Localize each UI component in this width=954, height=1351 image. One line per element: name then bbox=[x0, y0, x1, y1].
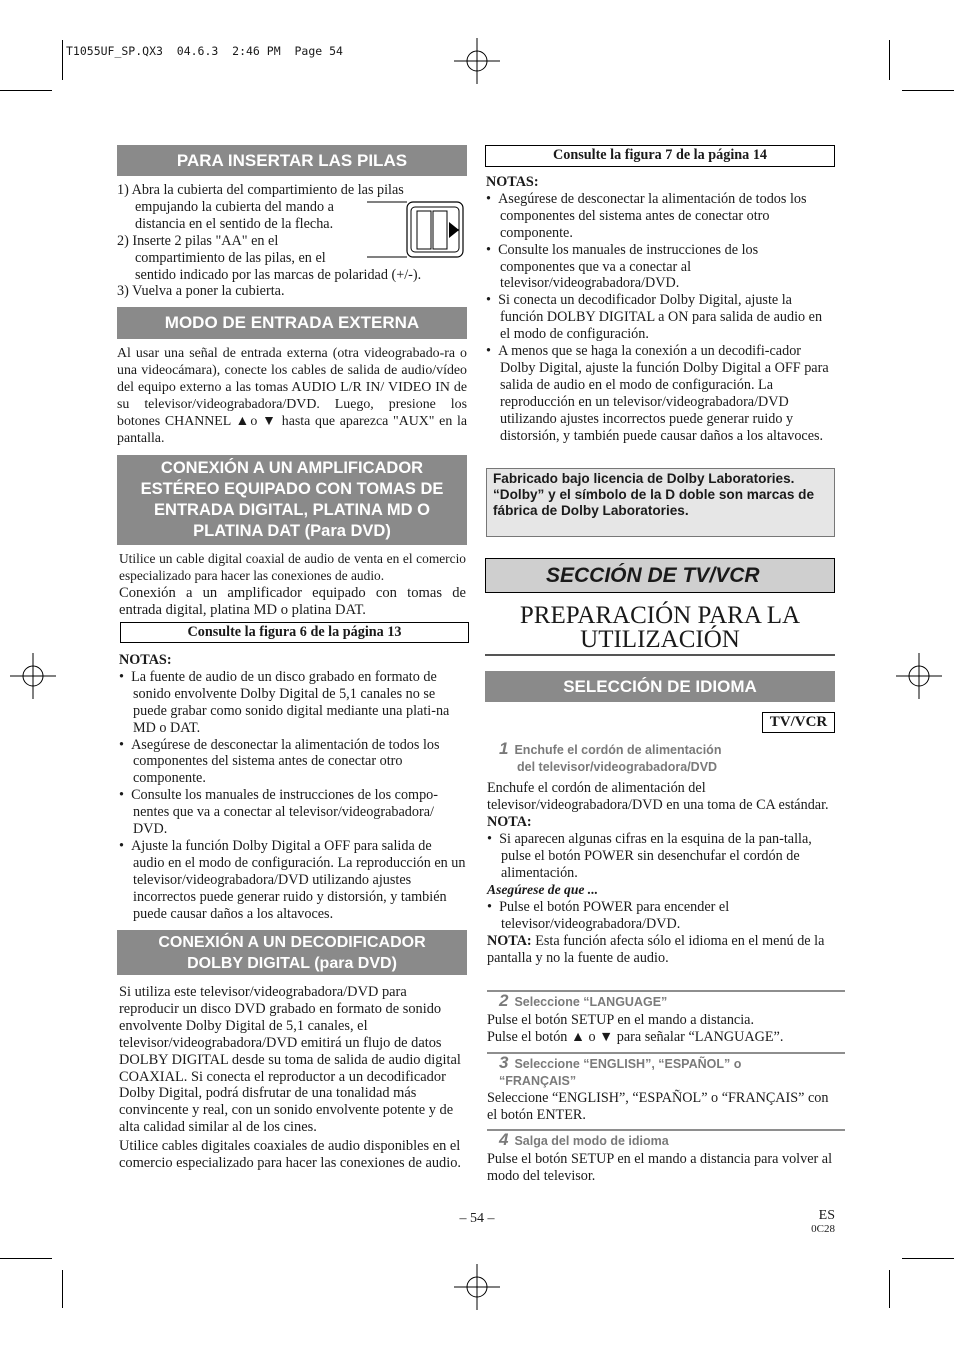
reference-figure-7: Consulte la figura 7 de la página 14 bbox=[485, 145, 835, 167]
page-title-line1: PREPARACIÓN PARA LA bbox=[519, 602, 801, 629]
section-title-tv-vcr: SECCIÓN DE TV/VCR bbox=[485, 558, 835, 593]
amplificador-notes bbox=[119, 652, 466, 923]
nota-label: NOTA: bbox=[487, 933, 532, 950]
step-1-title bbox=[487, 740, 835, 776]
step-number: 2 bbox=[499, 991, 509, 1010]
pilas-step-1-line2: empujando la cubierta del mando a bbox=[135, 198, 334, 215]
step-number: 1 bbox=[499, 739, 509, 758]
note-item: • Ajuste la función Dolby Digital a OFF para salida de audio en el modo de configuración. La reproducción en un televisor/videograbadora/DVD utilizando ajustes incorrectos puede generar ruido y distorsión, y también puede causar daños a los altavoces. bbox=[119, 837, 466, 922]
note-text: Asegúrese de desconectar la alimentación de todos los componentes del sistema antes de conectar otro componente. bbox=[131, 736, 440, 787]
note-item: • Consulte los manuales de instrucciones de los compo-nentes que va a conectar al televisor/videograbadora/ DVD. bbox=[119, 787, 439, 838]
section-header-decodificador bbox=[117, 930, 467, 975]
page-title-line2: UTILIZACIÓN bbox=[580, 626, 740, 653]
note-item: • Si aparecen algunas cifras en la esquina de la pan-talla, pulse el botón POWER sin desenchufar el cordón de alimentación. bbox=[487, 830, 812, 881]
note-text: Si conecta un decodificador Dolby Digital, ajuste la función DOLBY DIGITAL a ON para salida de audio en el modo de configuración. bbox=[498, 292, 823, 343]
pilas-step-2-line2: compartimiento de las pilas, en el bbox=[135, 249, 326, 266]
right-notes bbox=[486, 174, 833, 445]
section-header-pilas: PARA INSERTAR LAS PILAS bbox=[117, 145, 467, 176]
ensure-text: Pulse el botón POWER para encender el televisor/videograbadora/DVD. bbox=[499, 899, 730, 933]
decodificador-title-line2: DOLBY DIGITAL (para DVD) bbox=[187, 955, 397, 972]
note-text: A menos que se haga la conexión a un decodifi-cador Dolby Digital, ajuste la función Dolby Digital a OFF para salida de audio en el modo de configuración. La reproducción en un televisor/videograbadora/DVD utilizando ajustes incorrectos puede generar ruido y distorsión, y también puede causar daños a los altavoces. bbox=[498, 343, 829, 444]
step-title-line2: “FRANÇAIS” bbox=[499, 1074, 577, 1088]
note-text: Ajuste la función Dolby Digital a OFF para salida de audio en el modo de configuración. La reproducción en un televisor/videograbadora/DVD utilizando ajustes incorrectos puede generar ruido y distorsión, y también puede causar daños a los altavoces. bbox=[131, 837, 466, 922]
crop-mark bbox=[0, 1258, 52, 1259]
step-title: Salga del modo de idioma bbox=[514, 1134, 669, 1148]
registration-mark-icon bbox=[454, 38, 500, 84]
externa-body: Al usar una señal de entrada externa (otra videograbado-ra o una videocámara), conecte los cables de salida de audio/vídeo del equipo externo a las tomas AUDIO L/R IN/ VIDEO IN de su televisor/videograbadora/DVD. Luego, presione los botones CHANNEL ▲o ▼ hasta que aparezca "AUX" en la pantalla. bbox=[117, 346, 467, 446]
step-title: Seleccione “LANGUAGE” bbox=[514, 995, 668, 1009]
decodificador-body-2: Utilice cables digitales coaxiales de audio disponibles en el comercio especializado para hacer las conexiones de audio. bbox=[119, 1138, 462, 1172]
print-slug: T1055UF_SP.QX3 04.6.3 2:46 PM Page 54 bbox=[66, 44, 343, 58]
section-header-externa: MODO DE ENTRADA EXTERNA bbox=[117, 307, 467, 339]
note-item: • Asegúrese de desconectar la alimentación de todos los componentes del sistema antes de conectar otro componente. bbox=[486, 190, 807, 241]
note-text: Si aparecen algunas cifras en la esquina de la pan-talla, pulse el botón POWER sin desenchufar el cordón de alimentación. bbox=[499, 830, 812, 881]
step-4-body: Pulse el botón SETUP en el mando a distancia para volver al modo del televisor. bbox=[487, 1151, 833, 1184]
battery-compartment-icon bbox=[367, 200, 467, 260]
notas-label: NOTAS: bbox=[119, 652, 172, 668]
note-item: • Consulte los manuales de instrucciones de los componentes que va a conectar al televisor/videograbadora/DVD. bbox=[486, 241, 759, 292]
page-number: – 54 – bbox=[459, 1211, 495, 1226]
step-title: Enchufe el cordón de alimentación bbox=[514, 743, 722, 757]
pilas-step-2-line3: sentido indicado por las marcas de polaridad (+/-). bbox=[135, 266, 422, 283]
nota-text: Esta función afecta sólo el idioma en el menú de la pantalla y no la fuente de audio. bbox=[487, 933, 825, 967]
nota-label: NOTA: bbox=[487, 813, 532, 830]
reference-figure-6: Consulte la figura 6 de la página 13 bbox=[120, 622, 469, 643]
note-text: La fuente de audio de un disco grabado en formato de sonido envolvente Dolby Digital de 5,1 canales no se puede grabar como sonido digital mediante una plati-na MD o DAT. bbox=[131, 668, 450, 736]
crop-mark bbox=[889, 40, 890, 80]
document-code: 0C28 bbox=[811, 1223, 835, 1235]
dolby-license-box: Fabricado bajo licencia de Dolby Laboratories. “Dolby” y el símbolo de la D doble son marcas de fábrica de Dolby Laboratories. bbox=[486, 468, 835, 537]
notas-label: NOTAS: bbox=[486, 174, 539, 190]
ensure-label: Asegúrese de que ... bbox=[487, 882, 599, 898]
registration-mark-icon bbox=[10, 653, 56, 699]
step-2-heading bbox=[487, 990, 845, 1011]
step-body: Pulse el botón SETUP en el mando a distancia. bbox=[487, 1012, 755, 1028]
note-item: • Si conecta un decodificador Dolby Digital, ajuste la función DOLBY DIGITAL a ON para salida de audio en el modo de configuración. bbox=[486, 292, 823, 343]
amplificador-title-line3: ENTRADA DIGITAL, PLATINA MD O bbox=[154, 501, 430, 519]
step-1-heading bbox=[487, 740, 835, 776]
section-header-idioma: SELECCIÓN DE IDIOMA bbox=[485, 671, 835, 702]
decodificador-body bbox=[119, 984, 464, 1172]
note-text: Consulte los manuales de instrucciones de los compo-nentes que va a conectar al televisor/videograbadora/ DVD. bbox=[131, 787, 439, 838]
amplificador-body-1: Utilice un cable digital coaxial de audio de venta en el comercio especializado para hacer las conexiones de audio. bbox=[119, 551, 466, 583]
crop-mark bbox=[902, 90, 954, 91]
step-title: Seleccione “ENGLISH”, “ESPAÑOL” o bbox=[514, 1057, 742, 1071]
crop-mark bbox=[62, 1270, 63, 1308]
amplificador-title-line1: CONEXIÓN A UN AMPLIFICADOR bbox=[160, 459, 424, 477]
step-3-body: Seleccione “ENGLISH”, “ESPAÑOL” o “FRANÇAIS” con el botón ENTER. bbox=[487, 1090, 829, 1123]
registration-mark-icon bbox=[896, 653, 942, 699]
step-4-heading bbox=[487, 1129, 845, 1150]
tv-vcr-badge: TV/VCR bbox=[762, 712, 835, 733]
pilas-step-1: 1) Abra la cubierta del compartimiento de las pilas bbox=[117, 182, 404, 198]
pilas-step-3: 3) Vuelva a poner la cubierta. bbox=[117, 283, 285, 300]
page-title bbox=[485, 604, 835, 652]
language-code: ES bbox=[818, 1208, 835, 1223]
step-3-heading bbox=[487, 1052, 845, 1090]
section-header-amplificador bbox=[117, 455, 467, 545]
step-number: 3 bbox=[499, 1053, 509, 1072]
crop-mark bbox=[902, 1258, 954, 1259]
registration-mark-icon bbox=[454, 1264, 500, 1310]
note-text: Consulte los manuales de instrucciones de los componentes que va a conectar al televisor/videograbadora/DVD. bbox=[498, 241, 759, 292]
crop-mark bbox=[0, 90, 52, 91]
pilas-step-1-line3: distancia en el sentido de la flecha. bbox=[135, 215, 334, 232]
note-text: Asegúrese de desconectar la alimentación de todos los componentes del sistema antes de conectar otro componente. bbox=[498, 190, 807, 241]
crop-mark bbox=[889, 1270, 890, 1308]
step-1-body bbox=[487, 780, 833, 967]
pilas-step-2: 2) Inserte 2 pilas "AA" en el bbox=[117, 232, 279, 249]
step-number: 4 bbox=[499, 1130, 509, 1149]
decodificador-body-1: Si utiliza este televisor/videograbadora/DVD para reproducir un disco DVD grabado en formato de sonido envolvente Dolby Digital de 5,1 canales, el televisor/videograbadora/DVD emitirá un flujo de datos DOLBY DIGITAL desde su toma de salida de audio digital COAXIAL. Si conecta el reproductor a un decodificador Dolby Digital, podrá disfrutar de una tonalidad más convincente y real, con un sonido envolvente potente y de alta calidad similar al de los cines. bbox=[119, 984, 461, 1136]
title-rule bbox=[485, 654, 835, 656]
note-item: • A menos que se haga la conexión a un decodifi-cador Dolby Digital, ajuste la función Dolby Digital a OFF para salida de audio en el modo de configuración. La reproducción en un televisor/videograbadora/DVD utilizando ajustes incorrectos puede generar ruido y distorsión, y también puede causar daños a los altavoces. bbox=[486, 343, 829, 444]
step-body: Enchufe el cordón de alimentación del televisor/videograbadora/DVD en una toma de CA estándar. bbox=[487, 780, 829, 813]
note-item: • Asegúrese de desconectar la alimentación de todos los componentes del sistema antes de conectar otro componente. bbox=[119, 736, 440, 787]
amplificador-body-2: Conexión a un amplificador equipado con tomas de entrada digital, platina MD o platina DAT. bbox=[119, 585, 466, 618]
step-title-line2: del televisor/videograbadora/DVD bbox=[517, 760, 718, 774]
amplificador-title-line4: PLATINA DAT (Para DVD) bbox=[193, 522, 391, 540]
amplificador-title-line2: ESTÉREO EQUIPADO CON TOMAS DE bbox=[140, 480, 444, 498]
ensure-item: • Pulse el botón POWER para encender el televisor/videograbadora/DVD. bbox=[487, 899, 730, 933]
note-item: • La fuente de audio de un disco grabado en formato de sonido envolvente Dolby Digital de 5,1 canales no se puede grabar como sonido digital mediante una plati-na MD o DAT. bbox=[119, 668, 450, 736]
step-body: Pulse el botón ▲ o ▼ para señalar “LANGUAGE”. bbox=[487, 1028, 784, 1045]
decodificador-title-line1: CONEXIÓN A UN DECODIFICADOR bbox=[158, 934, 426, 951]
step-2-body bbox=[487, 1012, 833, 1046]
crop-mark bbox=[62, 40, 63, 80]
